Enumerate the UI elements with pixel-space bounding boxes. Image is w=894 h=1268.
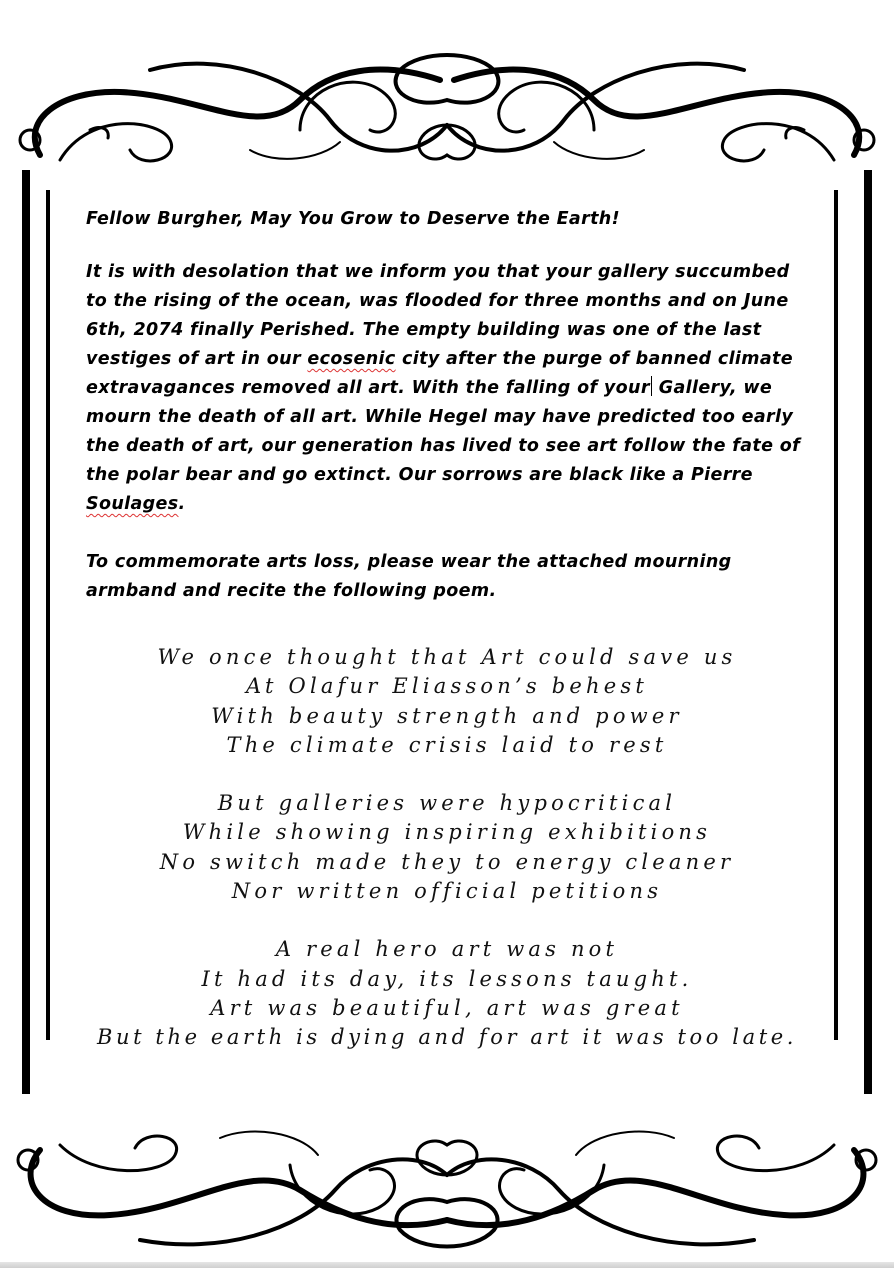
paragraph-text-continuation: Gallery, we mourn the death of all art. While Hegel may have predicted too early the death of art, our generation has lived to see art follow the fate of the polar bear and go extinct. Our sorrows are black like a Pierre bbox=[86, 378, 801, 485]
bottom-flourish-ornament bbox=[0, 1120, 894, 1265]
paragraph-text-middle: city after the purge of banned climate extravagances removed all art. With the falling of your bbox=[86, 349, 793, 398]
left-inner-frame-bar bbox=[46, 190, 50, 1040]
poem-line: Art was beautiful, art was great bbox=[210, 995, 684, 1020]
poem-line: With beauty strength and power bbox=[211, 703, 683, 728]
right-inner-frame-bar bbox=[834, 190, 838, 1040]
poem-line: But galleries were hypocritical bbox=[217, 791, 677, 816]
poem-line: At Olafur Eliasson’s behest bbox=[246, 674, 648, 699]
paragraph-text-start: It is with desolation that we inform you that your gallery succumbed to the rising of the ocean, was flooded for three months and on June 6th, 2074 finally Perished. The empty building was one of the last vestiges of art in our bbox=[86, 262, 790, 369]
poem-stanza-3 bbox=[60, 935, 834, 1052]
poem-line: Nor written official petitions bbox=[231, 879, 663, 904]
spellcheck-word-ecosenic[interactable]: ecosenic bbox=[307, 349, 396, 369]
poem-stanza-2 bbox=[60, 789, 834, 906]
poem-line: A real hero art was not bbox=[275, 937, 619, 962]
right-outer-frame-bar bbox=[864, 170, 872, 1094]
poem-stanza-1 bbox=[60, 643, 834, 760]
top-flourish-ornament bbox=[0, 30, 894, 180]
letter-body[interactable] bbox=[86, 205, 806, 606]
letter-greeting: Fellow Burgher, May You Grow to Deserve the Earth! bbox=[86, 209, 620, 229]
poem-line: It had its day, its lessons taught. bbox=[201, 966, 693, 991]
letter-paragraph-instructions: To commemorate arts loss, please wear the attached mourning armband and recite the following poem. bbox=[86, 552, 732, 601]
poem-line: We once thought that Art could save us bbox=[157, 645, 737, 669]
poem-line: But the earth is dying and for art it was too late. bbox=[96, 1025, 798, 1050]
spellcheck-word-soulages[interactable]: Soulages bbox=[86, 494, 179, 514]
letter-paragraph-main bbox=[86, 258, 806, 519]
paragraph-gap bbox=[86, 519, 806, 548]
paragraph-text-end: . bbox=[178, 494, 186, 514]
poem-line: The climate crisis laid to rest bbox=[226, 732, 668, 757]
mourning-poem bbox=[60, 643, 834, 1053]
poem-line: While showing inspiring exhibitions bbox=[182, 820, 712, 845]
poem-line: No switch made they to energy cleaner bbox=[159, 849, 735, 874]
left-outer-frame-bar bbox=[22, 170, 30, 1094]
